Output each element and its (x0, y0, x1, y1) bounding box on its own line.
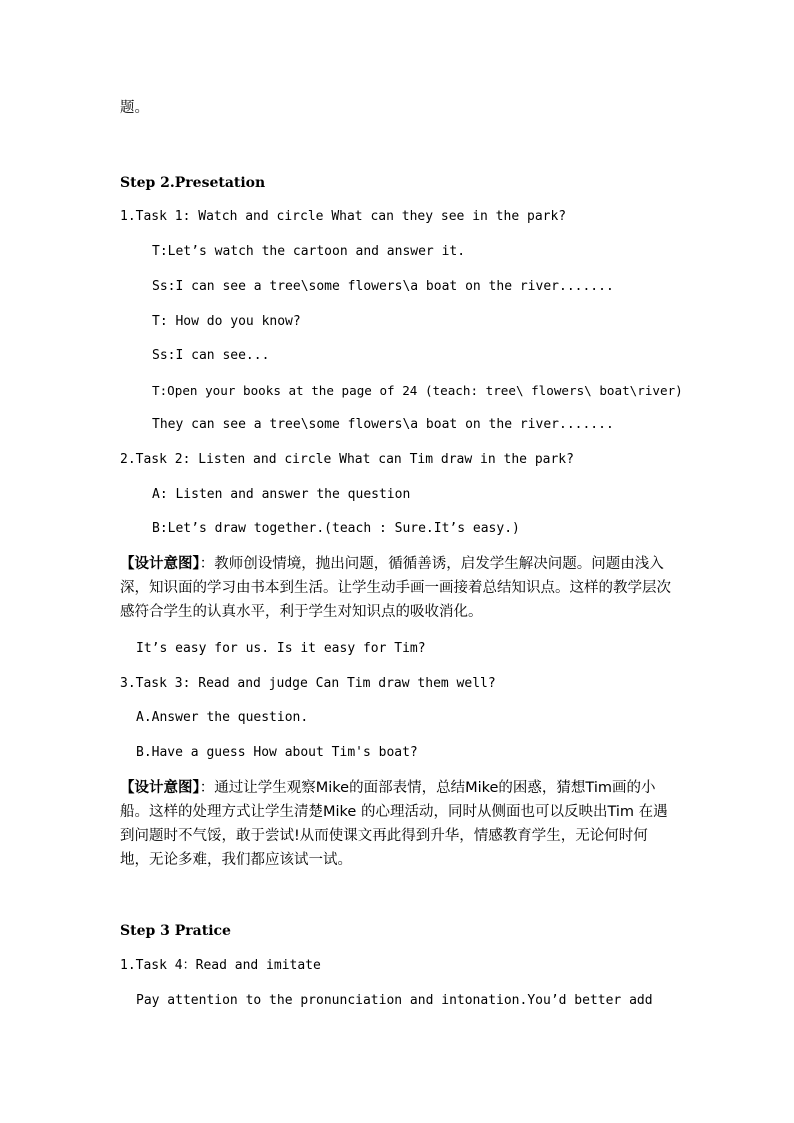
design-intent-paragraph (120, 776, 676, 872)
design-intent-text: ：教师创设情境，抛出问题，循循善诱，启发学生解决问题。问题由浅入深，知识面的学习由书本到生活。让学生动手画一画接着总结知识点。这样的教学层次感符合学生的认真水平，利于学生对知识点的吸收消化。 (120, 556, 671, 620)
design-intent-tag: 【设计意图】 (120, 556, 200, 572)
text-line: T:Open your books at the page of 24 (teach: tree\ flowers\ boat\river) (152, 383, 683, 398)
text-line: A: Listen and answer the question (152, 487, 411, 502)
text-line: T: How do you know? (152, 314, 301, 329)
text-line: Pay attention to the pronunciation and intonation.You’d better add (136, 993, 653, 1008)
text-line: B:Let’s draw together.(teach : Sure.It’s easy.) (152, 521, 520, 536)
design-intent-tag: 【设计意图】 (120, 780, 200, 796)
text-line: They can see a tree\some flowers\a boat on the river....... (152, 417, 614, 432)
text-line: B.Have a guess How about Tim's boat? (136, 745, 418, 760)
task3-heading: 3.Task 3: Read and judge Can Tim draw them well? (120, 676, 496, 691)
task1-heading: 1.Task 1: Watch and circle What can they see in the park? (120, 209, 567, 224)
text-line: T:Let’s watch the cartoon and answer it. (152, 244, 466, 259)
section-heading-step2: Step 2.Presetation (120, 175, 266, 191)
text-line: Ss:I can see... (152, 348, 270, 363)
text-line: Ss:I can see a tree\some flowers\a boat on the river....... (152, 279, 614, 294)
design-intent-paragraph (120, 552, 676, 624)
task4-heading: 1.Task 4：Read and imitate (120, 958, 321, 973)
text-line: 题。 (120, 100, 149, 116)
design-intent-text: ：通过让学生观察Mike的面部表情，总结Mike的困惑，猜想Tim画的小船。这样的处理方式让学生清楚Mike 的心理活动，同时从侧面也可以反映出Tim 在遇到问题时不气馁，敢于尝试!从而使课文再此得到升华，情感教育学生，无论何时何地，无论多难，我们都应该试一试。 (120, 780, 668, 868)
task2-heading: 2.Task 2: Listen and circle What can Tim draw in the park? (120, 452, 574, 467)
text-line: A.Answer the question. (136, 710, 309, 725)
text-line: It’s easy for us. Is it easy for Tim? (136, 641, 426, 656)
section-heading-step3: Step 3 Pratice (120, 923, 231, 939)
